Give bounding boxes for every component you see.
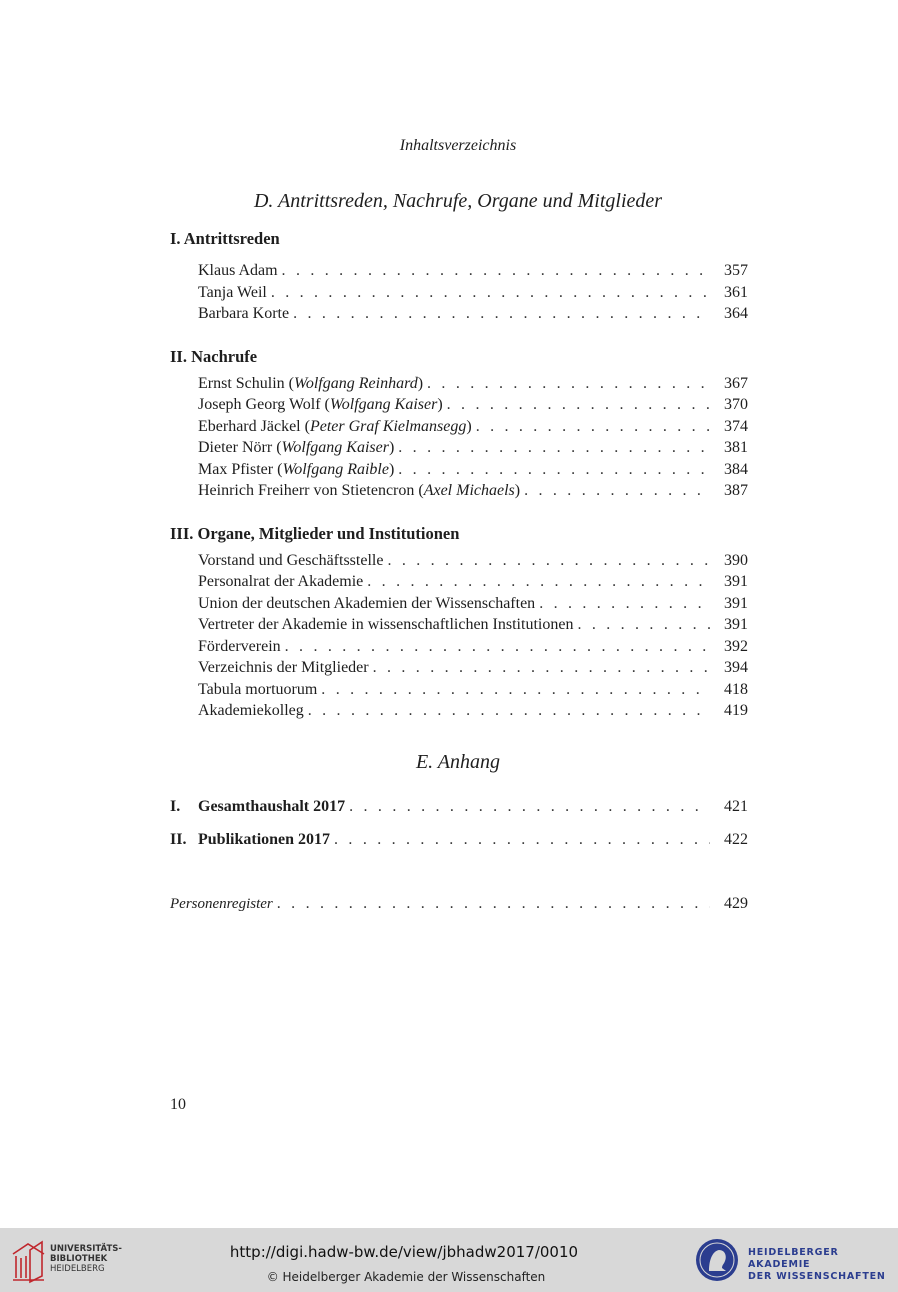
page-number: 364 bbox=[724, 305, 748, 322]
page-number: 357 bbox=[724, 262, 748, 279]
page-number: 391 bbox=[724, 573, 748, 590]
entry-title bbox=[198, 480, 520, 502]
author-name: Peter Graf Kielmansegg bbox=[309, 418, 467, 435]
entry-title: Tabula mortuorum bbox=[198, 681, 318, 698]
entry-title bbox=[170, 829, 330, 851]
leader-dots bbox=[524, 480, 710, 502]
deceased-name: Ernst Schulin ( bbox=[198, 375, 294, 392]
toc-entry[interactable] bbox=[170, 796, 748, 818]
entry-title: Personalrat der Akademie bbox=[198, 573, 364, 590]
entry-number: I. bbox=[170, 798, 181, 815]
leader-dots bbox=[349, 796, 710, 818]
toc-entry-register[interactable] bbox=[170, 893, 748, 915]
entry-title bbox=[170, 796, 345, 818]
entry-title: Vorstand und Geschäftsstelle bbox=[198, 552, 384, 569]
leader-dots bbox=[577, 614, 710, 636]
toc-entry[interactable] bbox=[198, 636, 748, 658]
footer-copyright: © Heidelberger Akademie der Wissenschaften bbox=[266, 1270, 546, 1284]
ub-line-3: HEIDELBERG bbox=[50, 1264, 105, 1274]
deceased-name: Joseph Georg Wolf ( bbox=[198, 396, 330, 413]
author-name: Wolfgang Raible bbox=[282, 461, 389, 478]
author-name: Wolfgang Kaiser bbox=[329, 396, 438, 413]
hadw-line-2: DER WISSENSCHAFTEN bbox=[748, 1271, 886, 1282]
entry-number: II. bbox=[170, 831, 187, 848]
leader-dots bbox=[277, 893, 710, 915]
leader-dots bbox=[308, 700, 710, 722]
leader-dots bbox=[539, 593, 710, 615]
entry-title: Personenregister bbox=[170, 896, 273, 912]
entry-title bbox=[198, 416, 472, 438]
leader-dots bbox=[398, 459, 710, 481]
page-number: 391 bbox=[724, 595, 748, 612]
leader-dots bbox=[293, 303, 710, 325]
section-e-title: E. Anhang bbox=[415, 751, 501, 773]
page-number: 370 bbox=[724, 396, 748, 413]
toc-entry[interactable] bbox=[198, 614, 748, 636]
paren-close: ) bbox=[514, 482, 521, 499]
page-number: 381 bbox=[724, 439, 748, 456]
page-number: 390 bbox=[724, 552, 748, 569]
page-number: 418 bbox=[724, 681, 748, 698]
hadw-wordmark bbox=[748, 1247, 898, 1283]
group-heading-antrittsreden: I. Antrittsreden bbox=[170, 229, 280, 248]
entry-name: Gesamthaushalt 2017 bbox=[198, 798, 346, 815]
deceased-name: Dieter Nörr ( bbox=[198, 439, 282, 456]
toc-entry[interactable] bbox=[198, 373, 748, 395]
entry-title: Akademiekolleg bbox=[198, 702, 304, 719]
deceased-name: Max Pfister ( bbox=[198, 461, 283, 478]
author-name: Axel Michaels bbox=[423, 482, 515, 499]
toc-entry[interactable] bbox=[170, 829, 748, 851]
entry-title: Vertreter der Akademie in wissenschaftlichen Institutionen bbox=[198, 616, 574, 633]
running-head: Inhaltsverzeichnis bbox=[399, 137, 517, 154]
page-number: 391 bbox=[724, 616, 748, 633]
entry-title: Förderverein bbox=[198, 638, 281, 655]
toc-entry[interactable] bbox=[198, 593, 748, 615]
ub-line-1: UNIVERSITÄTS- bbox=[50, 1244, 122, 1254]
leader-dots bbox=[387, 550, 710, 572]
deceased-name: Eberhard Jäckel ( bbox=[198, 418, 310, 435]
toc-entry[interactable] bbox=[198, 657, 748, 679]
leader-dots bbox=[476, 416, 710, 438]
toc-entry[interactable] bbox=[198, 394, 748, 416]
leader-dots bbox=[321, 679, 710, 701]
page-number: 361 bbox=[724, 284, 748, 301]
page-number: 394 bbox=[724, 659, 748, 676]
toc-entry[interactable] bbox=[198, 260, 748, 282]
author-name: Wolfgang Reinhard bbox=[294, 375, 418, 392]
leader-dots bbox=[271, 282, 710, 304]
leader-dots bbox=[367, 571, 710, 593]
toc-entry[interactable] bbox=[198, 303, 748, 325]
paren-close: ) bbox=[388, 439, 395, 456]
paren-close: ) bbox=[466, 418, 472, 435]
page-number: 384 bbox=[724, 461, 748, 478]
page-number: 367 bbox=[724, 375, 748, 392]
group-heading-organe: III. Organe, Mitglieder und Institutionen bbox=[170, 524, 460, 543]
toc-entry[interactable] bbox=[198, 679, 748, 701]
page-number: 392 bbox=[724, 638, 748, 655]
leader-dots bbox=[447, 394, 710, 416]
entry-title bbox=[198, 437, 394, 459]
toc-entry[interactable] bbox=[198, 480, 748, 502]
section-d-title: D. Antrittsreden, Nachrufe, Organe und Mitglieder bbox=[253, 190, 663, 212]
entry-title bbox=[198, 459, 394, 481]
paren-close: ) bbox=[388, 461, 395, 478]
toc-entry[interactable] bbox=[198, 459, 748, 481]
entry-title: Klaus Adam bbox=[198, 262, 278, 279]
entry-title: Verzeichnis der Mitglieder bbox=[198, 659, 369, 676]
toc-entry[interactable] bbox=[198, 550, 748, 572]
leader-dots bbox=[282, 260, 710, 282]
entry-name: Publikationen 2017 bbox=[198, 831, 331, 848]
page-number: 419 bbox=[724, 702, 748, 719]
toc-entry[interactable] bbox=[198, 282, 748, 304]
page-number: 422 bbox=[724, 831, 748, 848]
hadw-seal-icon[interactable] bbox=[694, 1237, 740, 1283]
leader-dots bbox=[398, 437, 710, 459]
entry-title: Barbara Korte bbox=[198, 305, 290, 322]
author-name: Wolfgang Kaiser bbox=[281, 439, 389, 456]
toc-entry[interactable] bbox=[198, 700, 748, 722]
toc-entry[interactable] bbox=[198, 416, 748, 438]
page-number: 387 bbox=[724, 482, 748, 499]
paren-close: ) bbox=[437, 396, 443, 413]
page-number: 421 bbox=[724, 798, 748, 815]
entry-title bbox=[198, 394, 443, 416]
leader-dots bbox=[285, 636, 710, 658]
leader-dots bbox=[334, 829, 710, 851]
leader-dots bbox=[373, 657, 710, 679]
toc-entry[interactable] bbox=[198, 571, 748, 593]
ub-line-2: BIBLIOTHEK bbox=[50, 1254, 108, 1264]
entry-title bbox=[198, 373, 423, 395]
page-number: 374 bbox=[724, 418, 748, 435]
leader-dots bbox=[427, 373, 710, 395]
hadw-line-1: HEIDELBERGER AKADEMIE bbox=[748, 1247, 839, 1270]
toc-entry[interactable] bbox=[198, 437, 748, 459]
paren-close: ) bbox=[417, 375, 424, 392]
folio-page-number: 10 bbox=[170, 1096, 186, 1113]
entry-title: Tanja Weil bbox=[198, 284, 267, 301]
footer-permalink[interactable]: http://digi.hadw-bw.de/view/jbhadw2017/0010 bbox=[229, 1243, 579, 1261]
group-heading-nachrufe: II. Nachrufe bbox=[170, 347, 258, 366]
deceased-name: Heinrich Freiherr von Stietencron ( bbox=[198, 482, 424, 499]
entry-title: Union der deutschen Akademien der Wissenschaften bbox=[198, 595, 536, 612]
page-number: 429 bbox=[724, 895, 748, 912]
